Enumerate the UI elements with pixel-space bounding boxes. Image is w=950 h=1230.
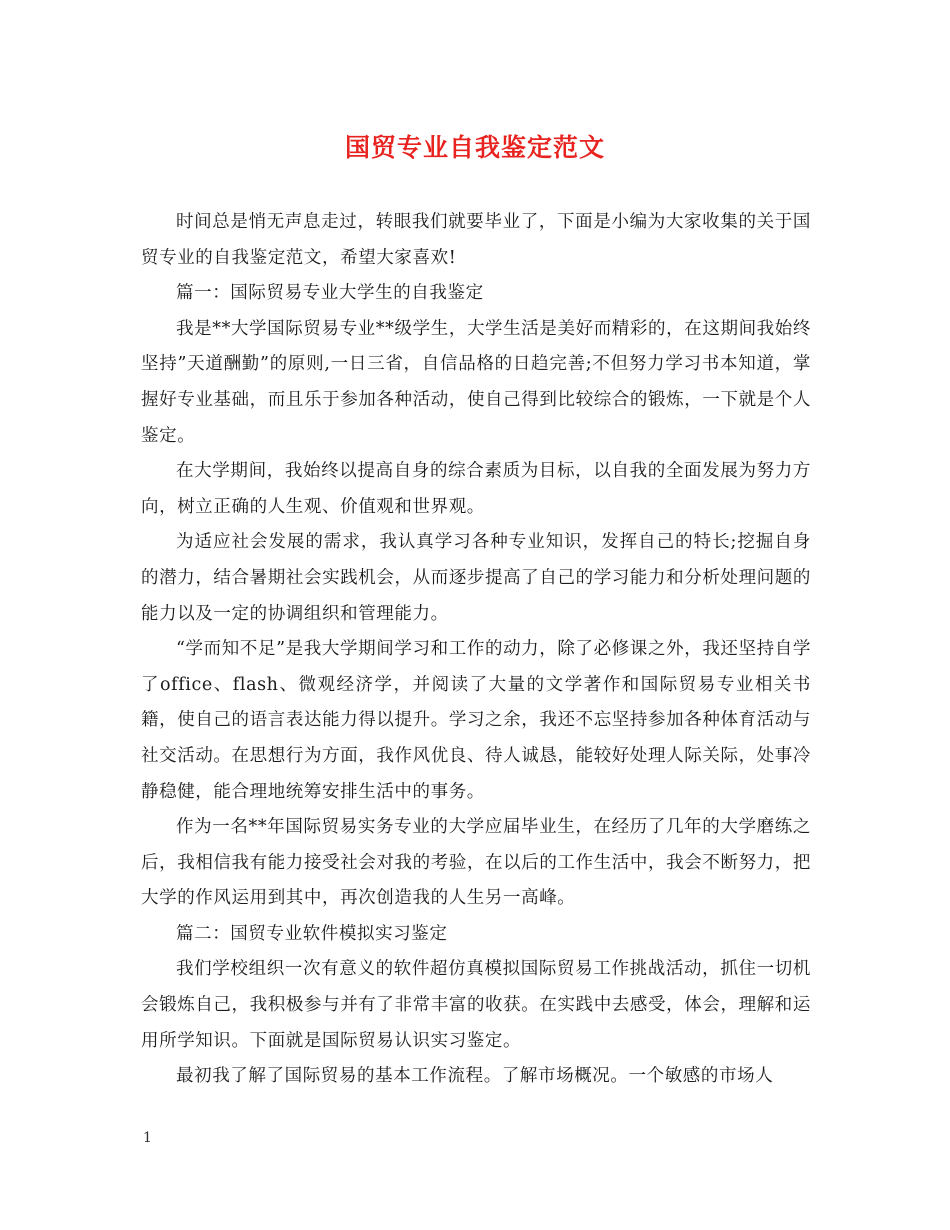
paragraph: 作为一名**年国际贸易实务专业的大学应届毕业生，在经历了几年的大学磨练之后，我相信我有能力接受社会对我的考验，在以后的工作生活中，我会不断努力，把大学的作风运用到其中，再次创造我的人生另一高峰。 (141, 817, 811, 909)
paragraph: 我是**大学国际贸易专业**级学生，大学生活是美好而精彩的，在这期间我始终坚持”天道酬勤”的原则,一日三省，自信品格的日趋完善;不但努力学习书本知道，掌握好专业基础，而且乐于参加各种活动，使自己得到比较综合的锻炼，一下就是个人鉴定。 (141, 318, 811, 446)
page-number: 1 (143, 1130, 152, 1146)
section-heading-1: 篇一：国际贸易专业大学生的自我鉴定 (176, 283, 484, 304)
paragraph: 在大学期间，我始终以提高自身的综合素质为目标，以自我的全面发展为努力方向，树立正确的人生观、价值观和世界观。 (141, 461, 811, 517)
paragraph: 为适应社会发展的需求，我认真学习各种专业知识，发挥自己的特长;挖掘自身的潜力，结合暑期社会实践机会，从而逐步提高了自己的学习能力和分析处理问题的能力以及一定的协调组织和管理能力。 (141, 532, 811, 624)
document-body (141, 205, 811, 1095)
paragraph-intro: 时间总是悄无声息走过，转眼我们就要毕业了，下面是小编为大家收集的关于国贸专业的自我鉴定范文，希望大家喜欢! (141, 212, 811, 268)
document-title: 国贸专业自我鉴定范文 (344, 133, 605, 162)
paragraph: “学而知不足”是我大学期间学习和工作的动力，除了必修课之外，我还坚持自学了office、flash、微观经济学，并阅读了大量的文学著作和国际贸易专业相关书籍，使自己的语言表达能力得以提升。学习之余，我还不忘坚持参加各种体育活动与社交活动。在思想行为方面，我作风优良、待人诚恳，能较好处理人际关际，处事冷静稳健，能合理地统筹安排生活中的事务。 (141, 639, 811, 802)
section-heading-2: 篇二：国贸专业软件模拟实习鉴定 (176, 923, 448, 944)
paragraph: 我们学校组织一次有意义的软件超仿真模拟国际贸易工作挑战活动，抓住一切机会锻炼自己，我积极参与并有了非常丰富的收获。在实践中去感受，体会，理解和运用所学知识。下面就是国际贸易认识实习鉴定。 (141, 959, 811, 1051)
paragraph: 最初我了解了国际贸易的基本工作流程。了解市场概况。一个敏感的市场人 (176, 1066, 774, 1087)
